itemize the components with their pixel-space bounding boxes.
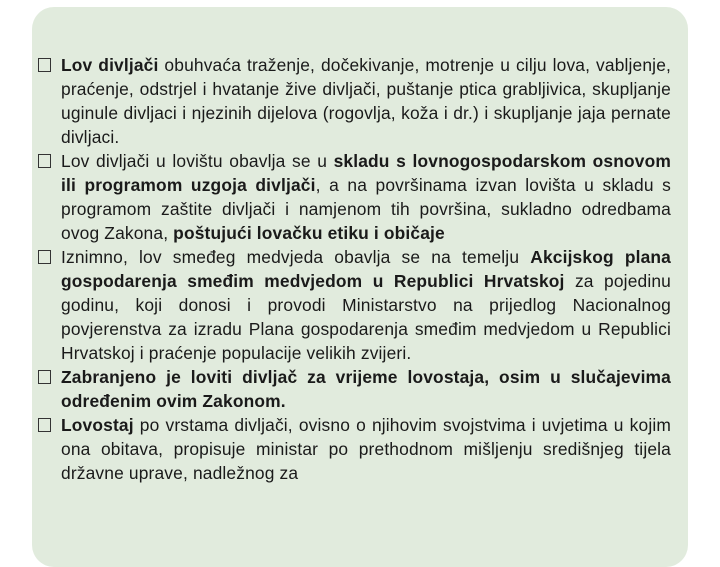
bullet-text: za pojedinu godinu, koji donosi i provodi Ministarstvo na prijedlog Nacionalnog povjerenstva za izradu Plana gospodarenja smeđim medvjedom u Republici Hrvatskoj i praćenje populacije velikih zvijeri. [61,271,671,363]
bullet-text: po vrstama divljači, ovisno o njihovim svojstvima i uvjetima u kojim ona obitava, propisuje ministar po prethodnom mišljenju središnjeg tijela državne uprave, nadležnog za [61,415,671,483]
bullet-item [38,365,671,413]
bullet-box-icon [38,370,51,384]
bullet-text-bold: Akcijskog plana gospodarenja smeđim medvjedom u Republici Hrvatskoj [61,247,671,291]
bullet-item [38,53,671,149]
bullet-list [38,53,671,485]
bullet-box-icon [38,154,51,168]
bullet-text: , a na površinama izvan lovišta u skladu s programom zaštite divljači i namjenom tih površina, sukladno odredbama ovog Zakona, [61,175,671,243]
bullet-text-bold: skladu s lovnogospodarskom osnovom ili programom uzgoja divljači [61,151,671,195]
bullet-item [38,245,671,365]
bullet-text-bold: Zabranjeno je loviti divljač za vrijeme lovostaja, osim u slučajevima određenim ovim Zakonom. [61,367,671,411]
bullet-text-bold: poštujući lovačku etiku i običaje [173,223,445,243]
bullet-text: obuhvaća traženje, dočekivanje, motrenje u cilju lova, vabljenje, praćenje, odstrjel i hvatanje žive divljači, puštanje ptica grabljivica, skupljanje uginule divljaci i njezinih dijelova (rogovlja, koža i dr.) i skupljanje jaja pernate divljaci. [61,55,672,147]
bullet-item [38,413,671,485]
bullet-text: Lov divljači u lovištu obavlja se u [61,151,334,171]
bullet-text-bold: Lov divljači [61,55,159,75]
bullet-text-bold: Lovostaj [61,415,134,435]
bullet-box-icon [38,418,51,432]
bullet-item [38,149,671,245]
bullet-box-icon [38,250,51,264]
bullet-text: Iznimno, lov smeđeg medvjeda obavlja se na temelju [61,247,531,267]
bullet-box-icon [38,58,51,72]
